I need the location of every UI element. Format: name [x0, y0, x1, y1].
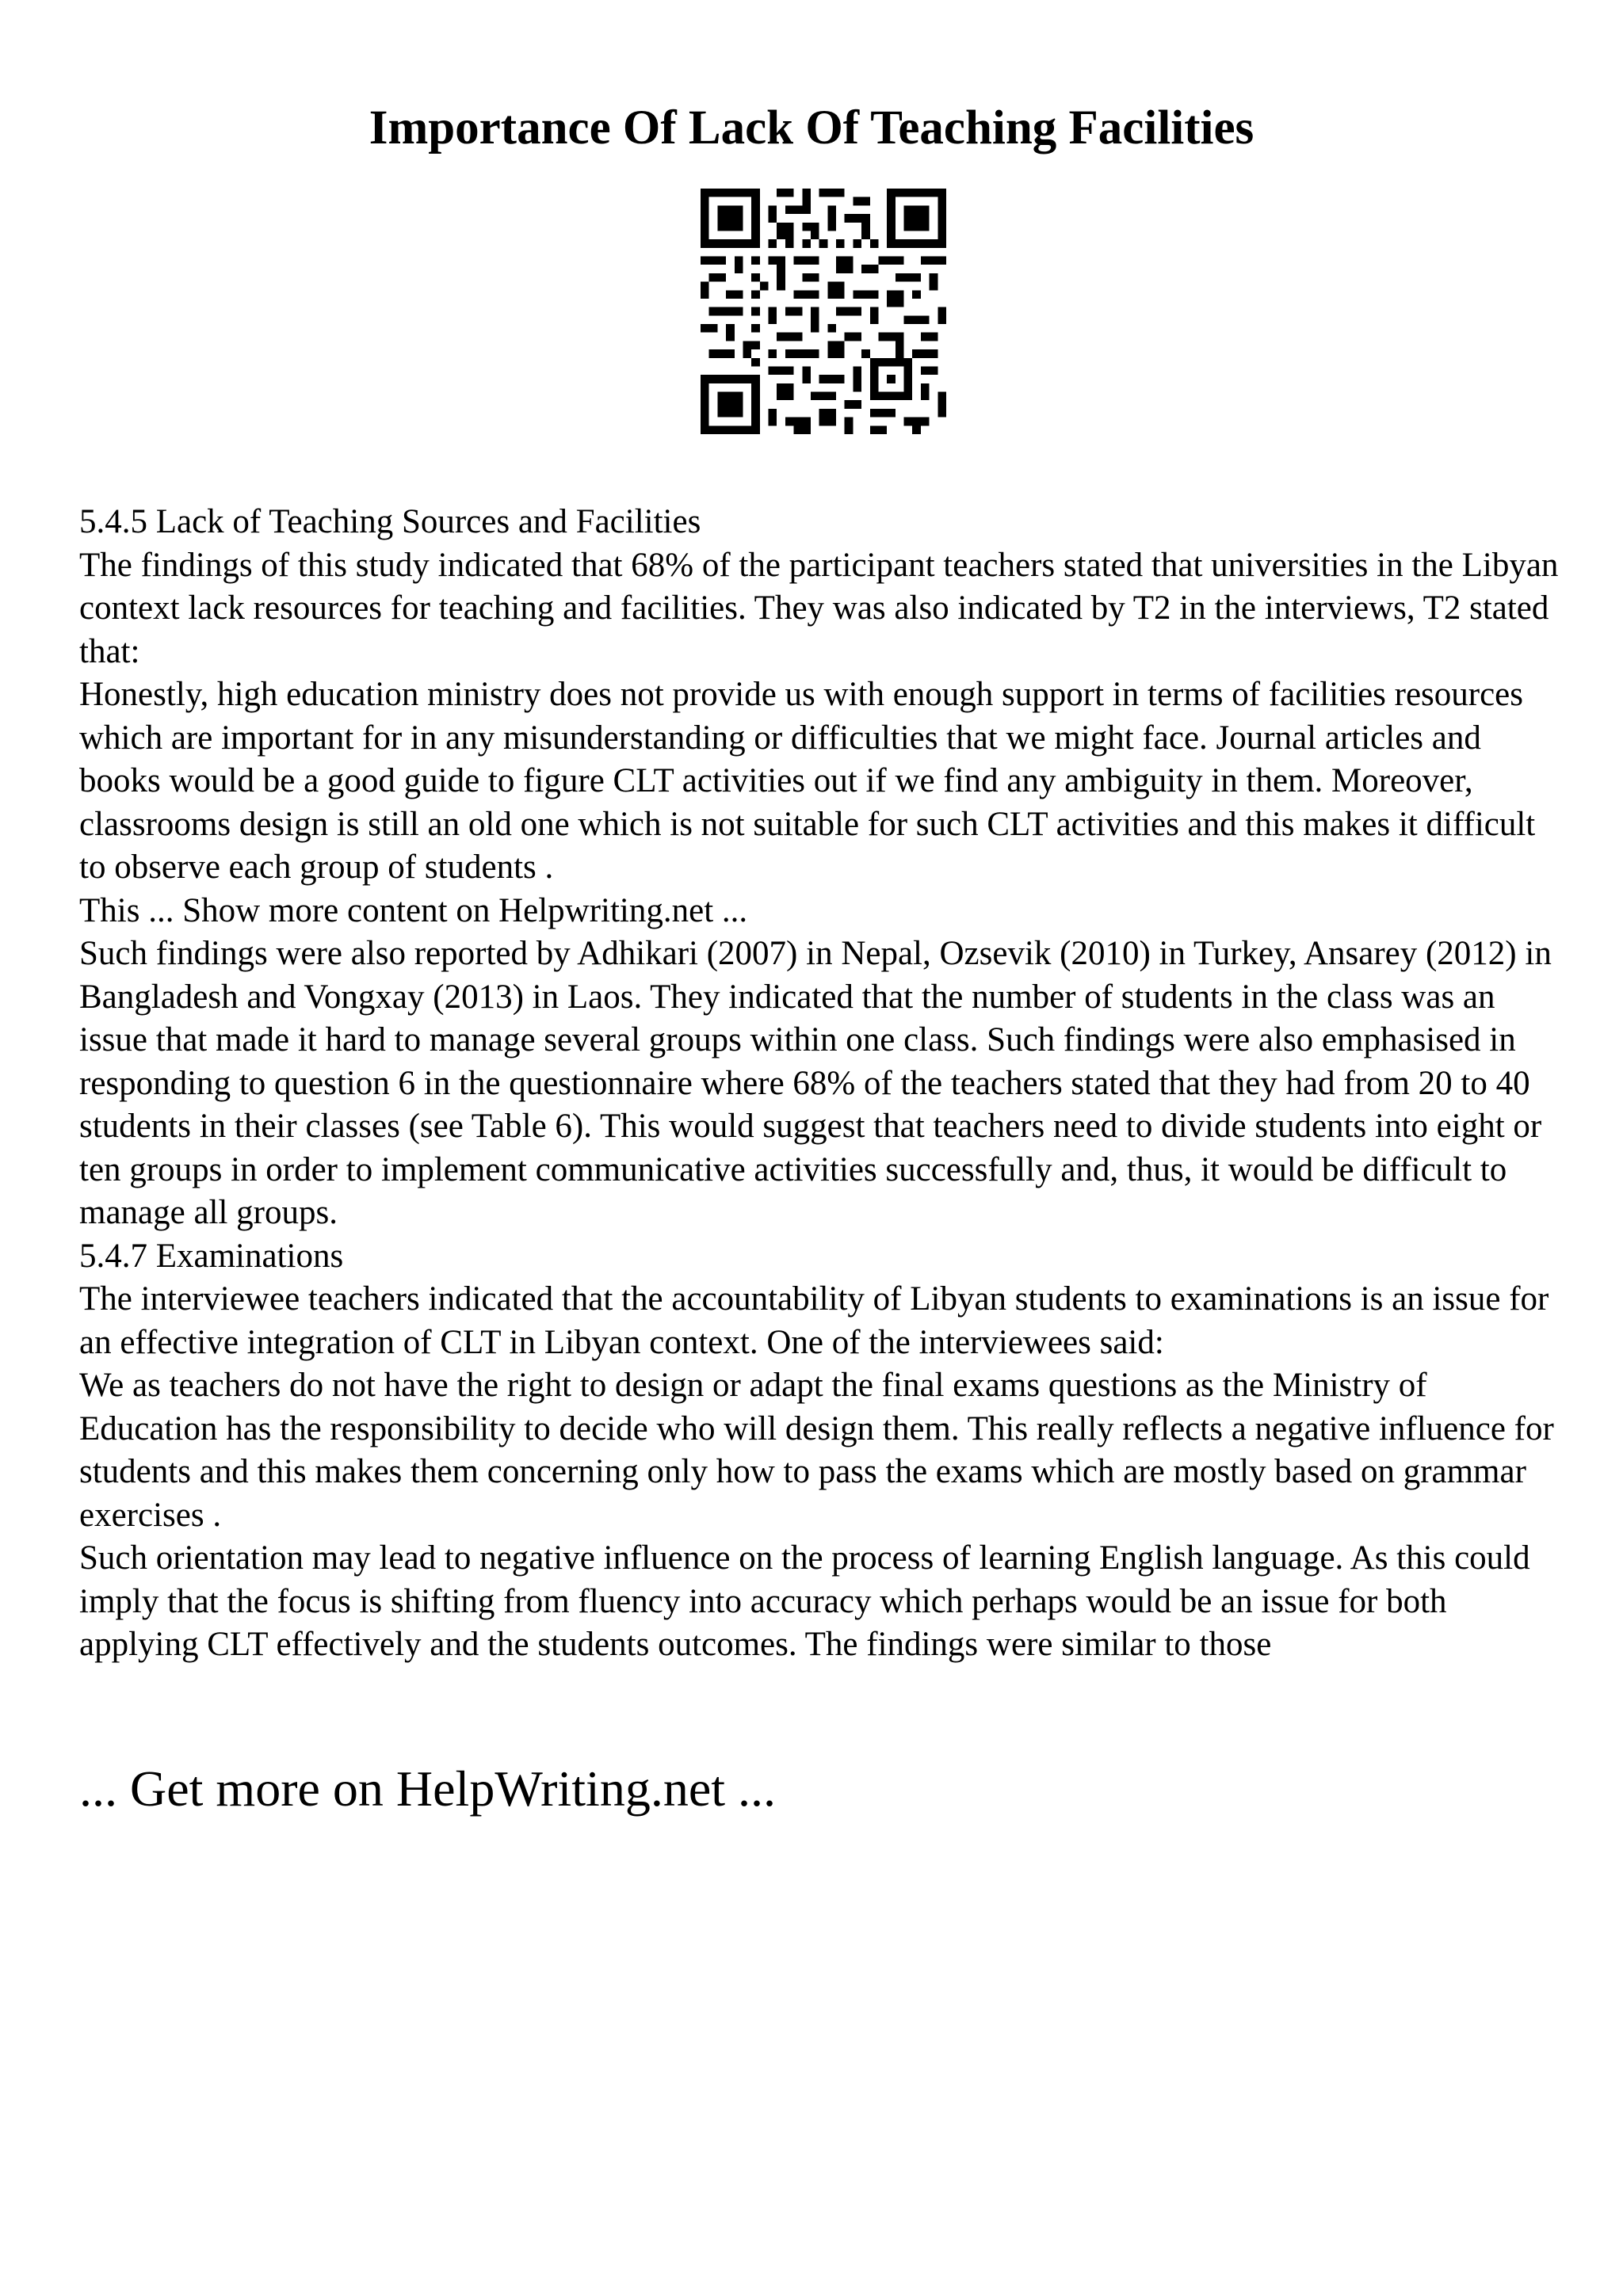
paragraph: We as teachers do not have the right to design or adapt the final exams questions as the Ministry of Education has the responsibility to decide who will design them. This really reflects a negative influence for students and this makes them concerning only how to pass the exams which are mostly based on grammar exercises . [79, 1367, 1554, 1534]
section-heading: 5.4.5 Lack of Teaching Sources and Facilities [79, 503, 701, 540]
paragraph: The interviewee teachers indicated that the accountability of Libyan students to examinations is an issue for an effective integration of CLT in Libyan context. One of the interviewees said: [79, 1280, 1549, 1361]
paragraph: The findings of this study indicated that 68% of the participant teachers stated that universities in the Libyan context lack resources for teaching and facilities. They was also indicated by T2 in the interviews, T2 stated that: [79, 546, 1559, 670]
paragraph: Such findings were also reported by Adhikari (2007) in Nepal, Ozsevik (2010) in Turkey, Ansarey (2012) in Bangladesh and Vongxay (2013) in Laos. They indicated that the number of students in the class was an issue that made it hard to manage several groups within one class. Such findings were also emphasised in responding to question 6 in the questionnaire where 68% of the teachers stated that they had from 20 to 40 students in their classes (see Table 6). This would suggest that teachers need to divide students into eight or ten groups in order to implement communicative activities successfully and, thus, it would be difficult to manage all groups. [79, 935, 1552, 1231]
paragraph: Such orientation may lead to negative influence on the process of learning English language. As this could imply that the focus is shifting from fluency into accuracy which perhaps would be an issue for both applying CLT effectively and the students outcomes. The findings were similar to those [79, 1539, 1530, 1663]
article-body [79, 501, 1561, 1667]
document-title: Importance Of Lack Of Teaching Facilities [369, 101, 1254, 154]
section-heading: 5.4.7 Examinations [79, 1237, 344, 1275]
show-more-link[interactable]: This ... Show more content on Helpwriting.net ... [79, 891, 748, 929]
qr-code-icon [701, 189, 946, 434]
get-more-link[interactable]: ... Get more on HelpWriting.net ... [79, 1760, 776, 1817]
paragraph: Honestly, high education ministry does not provide us with enough support in terms of facilities resources which are important for in any misunderstanding or difficulties that we might face. Journal articles and books would be a good guide to figure CLT activities out if we find any ambiguity in them. Moreover, classrooms design is still an old one which is not suitable for such CLT activities and this makes it difficult to observe each group of students . [79, 676, 1536, 886]
